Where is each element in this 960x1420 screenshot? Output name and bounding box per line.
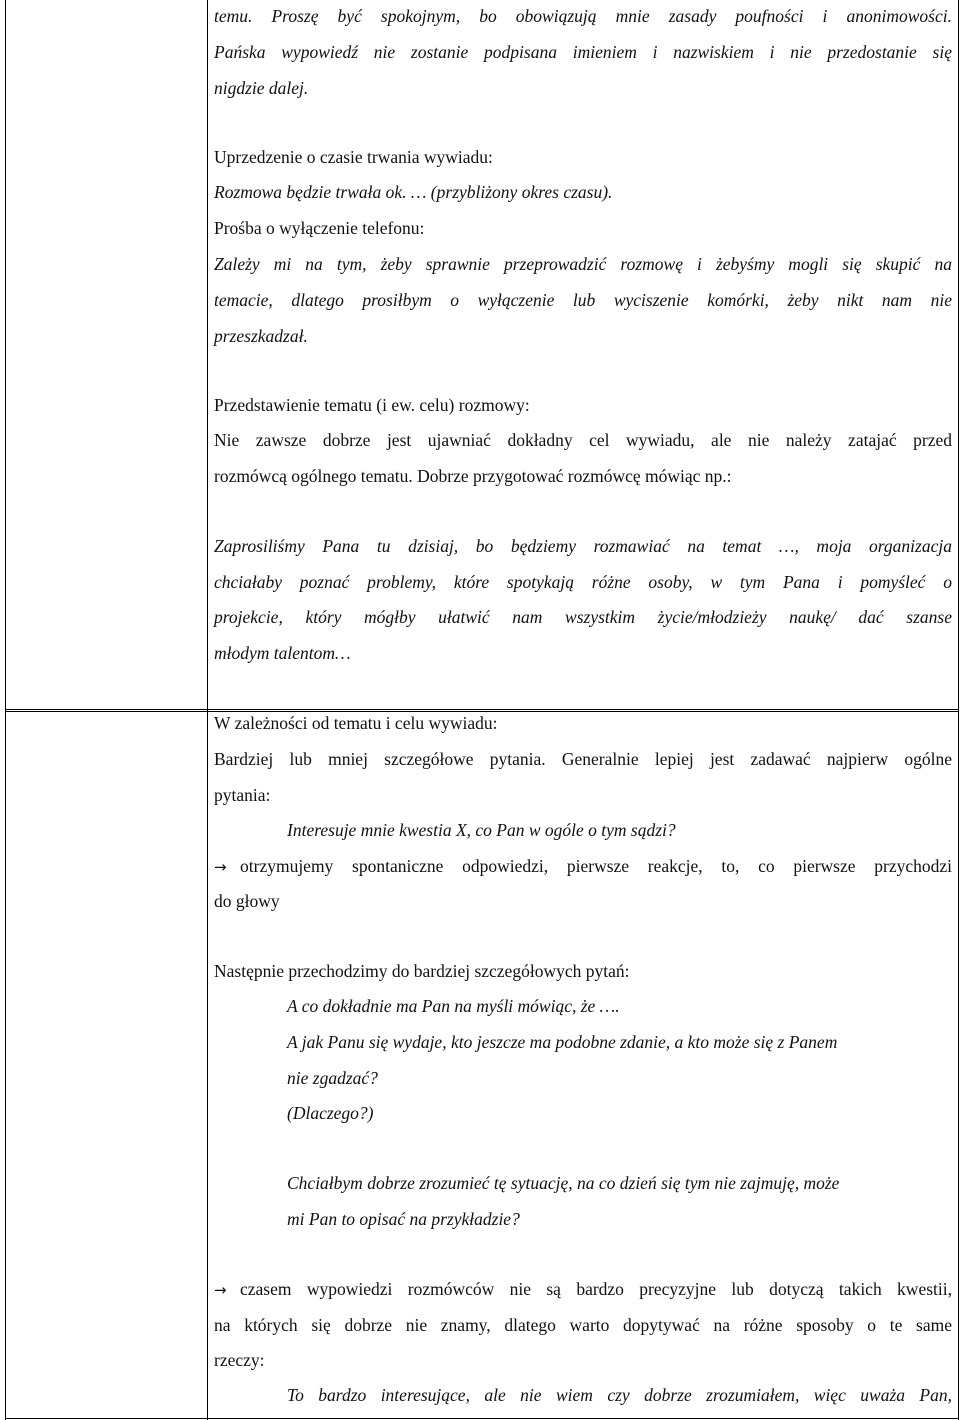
- section-heading-time: Uprzedzenie o czasie trwania wywiadu:: [214, 147, 493, 167]
- table-right-border: [958, 0, 959, 1420]
- text-line: Rozmowa będzie trwała ok. … (przybliżony okres czasu).: [214, 182, 613, 202]
- question-example: (Dlaczego?): [287, 1103, 374, 1123]
- text-line: nigdzie dalej.: [214, 78, 309, 98]
- arrow-icon: →: [214, 858, 227, 876]
- text-line: przeszkadzał.: [214, 326, 308, 346]
- question-example: To bardzo interesujące, ale nie wiem czy dobrze zrozumiałem, więc uważa Pan,: [287, 1385, 952, 1405]
- text-line: temacie, dlatego prosiłbym o wyłączenie lub wyciszenie komórki, żeby nikt nam nie: [214, 290, 952, 310]
- question-example: A co dokładnie ma Pan na myśli mówiąc, że ….: [287, 996, 620, 1016]
- table-row-divider-2: [5, 711, 959, 712]
- example-line: młodym talentom…: [214, 643, 351, 663]
- question-example: A jak Panu się wydaje, kto jeszcze ma podobne zdanie, a kto może się z Panem: [287, 1032, 838, 1052]
- text-line: rozmówcą ogólnego tematu. Dobrze przygotować rozmówcę mówiąc np.:: [214, 466, 732, 486]
- text-line: Następnie przechodzimy do bardziej szczegółowych pytań:: [214, 961, 630, 981]
- table-column-divider: [207, 0, 208, 1420]
- text-line: pytania:: [214, 785, 271, 805]
- question-example: mi Pan to opisać na przykładzie?: [287, 1209, 520, 1229]
- question-example: Interesuje mnie kwestia X, co Pan w ogóle o tym sądzi?: [287, 820, 676, 840]
- question-example: Chciałbym dobrze zrozumieć tę sytuację, na co dzień się tym nie zajmuję, może: [287, 1173, 840, 1193]
- table-left-border: [5, 0, 6, 1420]
- text-line: na których się dobrze nie znamy, dlatego warto dopytywać na różne sposoby o te same: [214, 1315, 952, 1335]
- section-heading-phone: Prośba o wyłączenie telefonu:: [214, 218, 425, 238]
- example-line: chciałaby poznać problemy, które spotykają różne osoby, w tym Pana i pomyśleć o: [214, 572, 952, 592]
- text-line: Pańska wypowiedź nie zostanie podpisana imieniem i nazwiskiem i nie przedostanie się: [214, 42, 952, 62]
- text-line: temu. Proszę być spokojnym, bo obowiązują mnie zasady poufności i anonimowości.: [214, 6, 952, 26]
- table-row-divider: [5, 709, 959, 710]
- text-line: czasem wypowiedzi rozmówców nie są bardzo precyzyjne lub dotyczą takich kwestii,: [240, 1279, 952, 1299]
- section-heading-topic: Przedstawienie tematu (i ew. celu) rozmowy:: [214, 395, 530, 415]
- example-line: projekcie, który mógłby ułatwić nam wszystkim życie/młodzieży naukę/ dać szanse: [214, 607, 952, 627]
- text-line: Bardziej lub mniej szczegółowe pytania. Generalnie lepiej jest zadawać najpierw ogólne: [214, 749, 952, 769]
- table-bottom-border: [5, 1418, 959, 1419]
- section-heading-depends: W zależności od tematu i celu wywiadu:: [214, 713, 498, 733]
- text-line: do głowy: [214, 891, 280, 911]
- arrow-icon: →: [214, 1281, 227, 1299]
- text-line: rzeczy:: [214, 1350, 265, 1370]
- text-line: otrzymujemy spontaniczne odpowiedzi, pierwsze reakcje, to, co pierwsze przychodzi: [240, 856, 952, 876]
- example-line: Zaprosiliśmy Pana tu dzisiaj, bo będziemy rozmawiać na temat …, moja organizacja: [214, 536, 952, 556]
- text-line: Nie zawsze dobrze jest ujawniać dokładny cel wywiadu, ale nie należy zatajać przed: [214, 430, 952, 450]
- question-example: nie zgadzać?: [287, 1068, 378, 1088]
- text-line: Zależy mi na tym, żeby sprawnie przeprowadzić rozmowę i żebyśmy mogli się skupić na: [214, 254, 952, 274]
